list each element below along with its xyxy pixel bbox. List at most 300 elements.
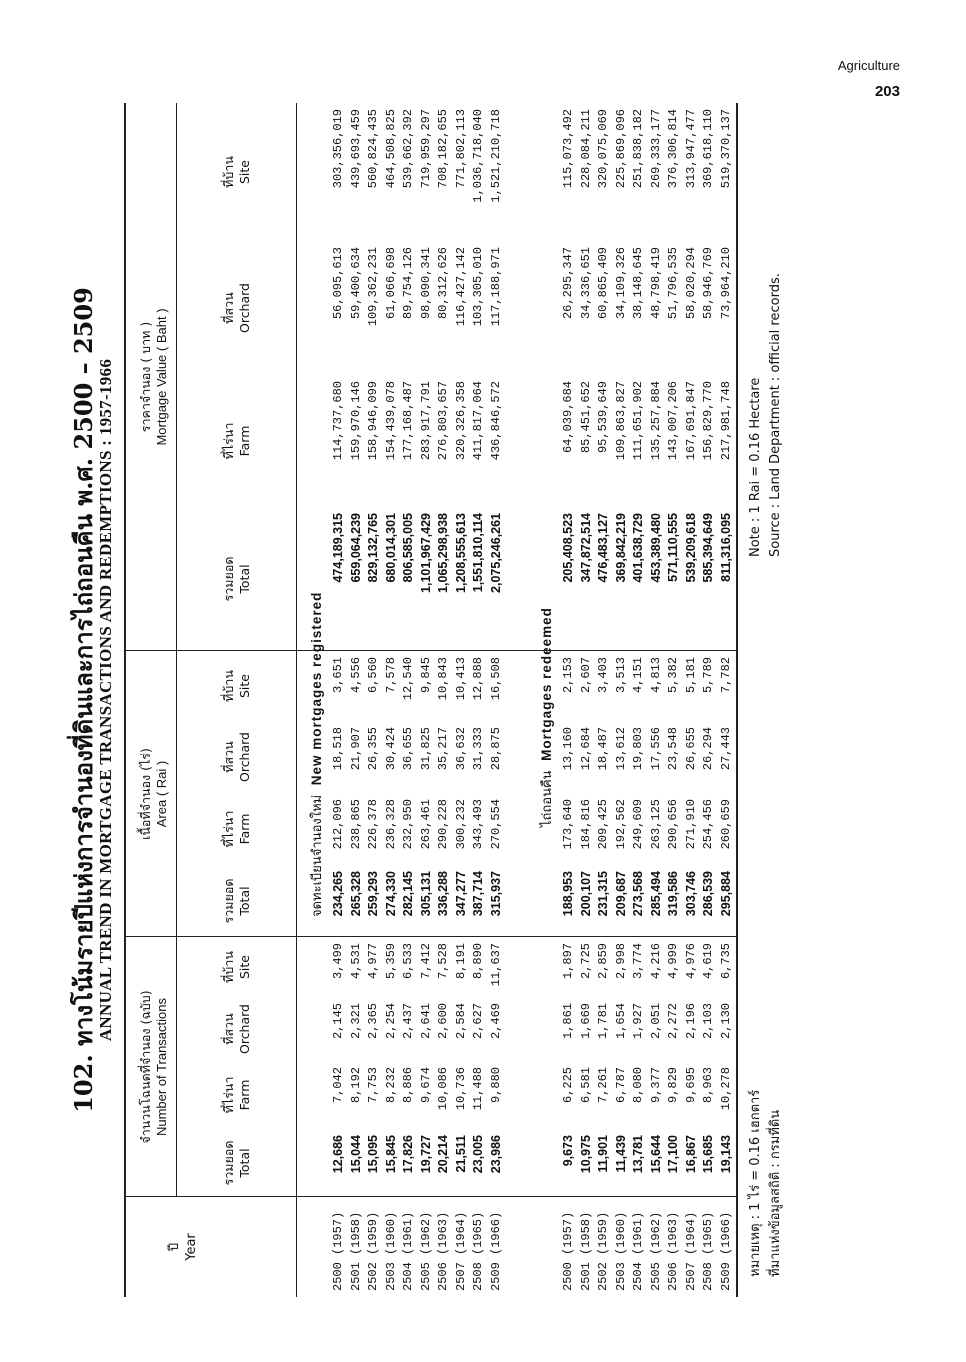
section-label-new-english: New mortgages registered — [309, 591, 324, 786]
table-cell: 48,798,419 — [648, 247, 663, 320]
table-cell: 439,693,459 — [348, 109, 363, 189]
table-cell: 1,669 — [578, 1003, 593, 1040]
table-cell: 1,036,718,040 — [471, 109, 485, 203]
table-cell: 135,257,884 — [648, 381, 663, 461]
table-cell: 2,998 — [613, 943, 628, 980]
table-cell: 173,640 — [561, 799, 575, 850]
table-cell: 16,867 — [683, 1135, 698, 1174]
year-gregorian: (1962) — [648, 1211, 663, 1255]
table-cell: 7,753 — [366, 1067, 380, 1104]
table-cell: 2,153 — [561, 657, 575, 694]
table-cell: 286,539 — [701, 871, 715, 917]
year-buddhist: 2505 — [418, 1262, 433, 1291]
table-cell: 156,829,770 — [701, 381, 715, 461]
table-cell: 251,838,182 — [631, 109, 645, 189]
year-buddhist: 2509 — [718, 1262, 733, 1291]
table-cell: 234,265 — [331, 871, 345, 917]
group-header-value — [126, 103, 296, 651]
table-cell: 12,540 — [401, 657, 415, 701]
table-cell: 232,950 — [401, 799, 415, 850]
table-cell: 13,612 — [613, 727, 628, 771]
table-cell: 10,413 — [453, 657, 468, 701]
table-cell: 8,963 — [701, 1067, 715, 1104]
table-cell: 474,189,315 — [331, 513, 345, 583]
year-gregorian: (1959) — [366, 1211, 380, 1255]
table-cell: 560,824,435 — [366, 109, 380, 189]
table-cell: 9,674 — [418, 1067, 433, 1104]
table-cell: 1,781 — [596, 1003, 610, 1040]
table-cell: 27,443 — [718, 727, 733, 771]
year-gregorian: (1961) — [631, 1211, 645, 1255]
table-cell: 1,208,555,613 — [453, 513, 468, 593]
table-cell: 269,333,177 — [648, 109, 663, 189]
table-cell: 806,585,005 — [401, 513, 415, 583]
subcolumn-header — [221, 865, 253, 937]
section-label-redeemed — [536, 607, 557, 827]
subcolumn-header-thai: ที่บ้าน — [221, 951, 236, 983]
table-cell: 8,080 — [631, 1067, 645, 1104]
table-cell: 7,578 — [383, 657, 398, 694]
table-cell: 401,638,729 — [631, 513, 645, 583]
table-cell: 10,278 — [718, 1067, 733, 1111]
subcolumn-header — [221, 507, 253, 651]
table-cell: 585,394,649 — [701, 513, 715, 583]
table-cell: 2,130 — [718, 1003, 733, 1040]
subcolumn-header — [221, 103, 253, 241]
table-cell: 8,192 — [348, 1067, 363, 1104]
table-cell: 347,872,514 — [578, 513, 593, 583]
table-cell: 387,714 — [471, 871, 485, 917]
table-cell: 31,333 — [471, 727, 485, 771]
subcolumn-header-english: Orchard — [237, 732, 252, 783]
table-cell: 263,125 — [648, 799, 663, 850]
table-cell: 4,216 — [648, 943, 663, 980]
table-cell: 212,096 — [331, 799, 345, 850]
notes-english — [746, 273, 786, 557]
subcolumn-header — [221, 721, 253, 793]
table-cell: 4,999 — [666, 943, 680, 980]
table-cell: 115,073,492 — [561, 109, 575, 189]
table-cell: 1,065,298,938 — [436, 513, 450, 593]
year-gregorian: (1963) — [666, 1211, 680, 1255]
subcolumn-header-english: Total — [237, 1148, 252, 1178]
table-cell: 270,554 — [488, 799, 503, 850]
year-gregorian: (1963) — [436, 1211, 450, 1255]
year-gregorian: (1964) — [453, 1211, 468, 1255]
year-gregorian: (1964) — [683, 1211, 698, 1255]
table-cell: 464,508,825 — [383, 109, 398, 189]
year-gregorian: (1960) — [383, 1211, 398, 1255]
table-cell: 347,277 — [453, 871, 468, 917]
subcolumn-header — [221, 937, 253, 997]
table-cell: 3,513 — [613, 657, 628, 694]
table-cell: 282,145 — [401, 871, 415, 917]
year-buddhist: 2508 — [701, 1262, 715, 1291]
table-cell: 708,182,655 — [436, 109, 450, 189]
table-cell: 259,293 — [366, 871, 380, 917]
table-cell: 719,959,297 — [418, 109, 433, 189]
table-cell: 254,456 — [701, 799, 715, 850]
table-cell: 5,181 — [683, 657, 698, 694]
year-buddhist: 2502 — [596, 1262, 610, 1291]
table-cell: 6,533 — [401, 943, 415, 980]
table-cell: 6,560 — [366, 657, 380, 694]
table-cell: 31,825 — [418, 727, 433, 771]
section-label-redeemed-thai: ไถ่ถอนคืน — [540, 770, 555, 827]
table-cell: 26,655 — [683, 727, 698, 771]
table-cell: 2,469 — [488, 1003, 503, 1040]
year-buddhist: 2505 — [648, 1262, 663, 1291]
table-cell: 6,787 — [613, 1067, 628, 1104]
year-buddhist: 2506 — [666, 1262, 680, 1291]
table-cell: 1,521,210,718 — [488, 109, 503, 203]
table-cell: 36,655 — [401, 727, 415, 771]
table-cell: 290,228 — [436, 799, 450, 850]
title-english: ANNUAL TREND IN MORTGAGE TRANSACTIONS AND REDEMPTIONS : 1957-1966 — [96, 358, 115, 1042]
source-english: Source : Land Department : official records. — [768, 273, 783, 557]
note-english: Note : 1 Rai = 0.16 Hectare — [748, 377, 763, 557]
table-cell: 7,782 — [718, 657, 733, 694]
table-cell: 4,531 — [348, 943, 363, 980]
subcolumn-header — [221, 651, 253, 721]
table-cell: 2,321 — [348, 1003, 363, 1040]
table-cell: 228,084,211 — [578, 109, 593, 189]
year-gregorian: (1958) — [348, 1211, 363, 1255]
table-cell: 11,901 — [596, 1135, 610, 1173]
subcolumn-header-thai: ที่สวน — [221, 741, 236, 773]
table-cell: 771,802,113 — [453, 109, 468, 189]
year-gregorian: (1962) — [418, 1211, 433, 1255]
table-cell: 336,288 — [436, 871, 450, 917]
year-buddhist: 2500 — [561, 1262, 575, 1291]
subcolumn-header — [221, 997, 253, 1061]
table-cell: 2,627 — [471, 1003, 485, 1040]
subcolumn-header-english: Farm — [237, 1079, 252, 1111]
table-cell: 89,754,126 — [401, 247, 415, 320]
table-cell: 476,483,127 — [596, 513, 610, 583]
table-cell: 188,953 — [561, 871, 575, 917]
table-cell: 680,014,301 — [383, 513, 398, 583]
year-header-english: Year — [184, 1233, 199, 1261]
table-cell: 177,168,487 — [401, 381, 415, 461]
section-name: Agriculture — [837, 58, 900, 73]
table-cell: 205,408,523 — [561, 513, 575, 583]
table-row — [486, 103, 508, 1297]
section-label-new-thai: จดทะเบียนจำนองใหม่ — [310, 794, 325, 917]
subcolumn-header-english: Total — [237, 886, 252, 916]
subcolumn-header — [221, 1129, 253, 1197]
table-cell: 9,695 — [683, 1067, 698, 1104]
group-title-thai: ราคาจำนอง ( บาท ) — [138, 321, 153, 433]
table-cell: 4,813 — [648, 657, 663, 694]
year-header-thai: ปี — [167, 1242, 182, 1252]
table-cell: 154,439,078 — [383, 381, 398, 461]
table-cell: 7,412 — [418, 943, 433, 980]
table-cell: 376,306,814 — [666, 109, 680, 189]
table-cell: 17,100 — [666, 1135, 680, 1174]
table-cell: 9,673 — [561, 1135, 575, 1167]
group-title-english: Area ( Rai ) — [154, 760, 169, 828]
table-cell: 313,947,477 — [683, 109, 698, 189]
table-cell: 209,687 — [613, 871, 628, 917]
table-cell: 5,382 — [666, 657, 680, 694]
table-cell: 9,845 — [418, 657, 433, 694]
table-cell: 6,581 — [578, 1067, 593, 1104]
group-title-english: Mortgage Value ( Baht ) — [154, 308, 169, 446]
table-cell: 16,508 — [488, 657, 503, 701]
subcolumn-header-english: Orchard — [237, 1004, 252, 1055]
table-cell: 2,075,246,261 — [488, 513, 503, 593]
subcolumn-header — [221, 1061, 253, 1129]
table-cell: 276,803,657 — [436, 381, 450, 461]
table-cell: 1,861 — [561, 1003, 575, 1040]
year-gregorian: (1965) — [701, 1211, 715, 1255]
subcolumn-header-thai: ที่ไร่นา — [221, 1076, 236, 1114]
subcolumn-header-thai: ที่บ้าน — [221, 156, 236, 188]
year-buddhist: 2504 — [631, 1262, 645, 1291]
table-cell: 290,656 — [666, 799, 680, 850]
table-cell: 56,095,613 — [331, 247, 345, 320]
table-cell: 2,196 — [683, 1003, 698, 1040]
year-buddhist: 2503 — [383, 1262, 398, 1291]
table-cell: 200,107 — [578, 871, 593, 917]
table-cell: 20,214 — [436, 1135, 450, 1174]
table-cell: 4,977 — [366, 943, 380, 980]
year-buddhist: 2501 — [348, 1262, 363, 1291]
table-cell: 539,662,392 — [401, 109, 415, 189]
table-cell: 60,865,409 — [596, 247, 610, 320]
table-cell: 12,684 — [578, 727, 593, 771]
table-cell: 10,843 — [436, 657, 450, 701]
table-cell: 109,863,827 — [613, 381, 628, 461]
table-cell: 13,781 — [631, 1135, 645, 1174]
table-cell: 26,295,347 — [561, 247, 575, 320]
table-cell: 18,518 — [331, 727, 345, 771]
year-buddhist: 2502 — [366, 1262, 380, 1291]
table-cell: 2,607 — [578, 657, 593, 694]
table-cell: 11,439 — [613, 1135, 628, 1173]
table-cell: 26,355 — [366, 727, 380, 771]
table-cell: 143,007,206 — [666, 381, 680, 461]
table-cell: 2,272 — [666, 1003, 680, 1040]
table-cell: 98,090,341 — [418, 247, 433, 320]
subcolumn-header-thai: รวมยอด — [221, 1140, 236, 1186]
table-cell: 8,232 — [383, 1067, 398, 1104]
table-cell: 4,556 — [348, 657, 363, 694]
table-cell: 249,609 — [631, 799, 645, 850]
table-cell: 19,803 — [631, 727, 645, 771]
table-cell: 6,225 — [561, 1067, 575, 1104]
table-cell: 2,145 — [331, 1003, 345, 1040]
table-cell: 28,875 — [488, 727, 503, 771]
table-cell: 192,562 — [613, 799, 628, 850]
table-cell: 274,330 — [383, 871, 398, 917]
year-buddhist: 2501 — [578, 1262, 593, 1291]
section-label-redeemed-english: Mortgages redeemed — [539, 607, 554, 761]
table-cell: 226,378 — [366, 799, 380, 850]
subcolumn-header-thai: ที่บ้าน — [221, 670, 236, 702]
table-cell: 19,143 — [718, 1135, 733, 1174]
table-cell: 15,845 — [383, 1135, 398, 1174]
year-gregorian: (1961) — [401, 1211, 415, 1255]
year-buddhist: 2503 — [613, 1262, 628, 1291]
year-column-header — [166, 1197, 200, 1297]
table-cell: 11,488 — [471, 1067, 485, 1111]
year-buddhist: 2508 — [471, 1262, 485, 1291]
table-cell: 303,356,019 — [331, 109, 345, 189]
year-gregorian: (1959) — [596, 1211, 610, 1255]
table-cell: 4,151 — [631, 657, 645, 694]
subcolumn-header-english: Site — [237, 955, 252, 979]
table-cell: 9,829 — [666, 1067, 680, 1104]
table-cell: 1,551,810,114 — [471, 513, 485, 593]
table-cell: 51,796,535 — [666, 247, 680, 320]
table-cell: 23,986 — [488, 1135, 503, 1174]
table-cell: 15,685 — [701, 1135, 715, 1174]
table-cell: 4,976 — [683, 943, 698, 980]
subcolumn-header-thai: ที่สวน — [221, 292, 236, 324]
table-cell: 271,910 — [683, 799, 698, 850]
table-cell: 260,659 — [718, 799, 733, 850]
table-cell: 19,727 — [418, 1135, 433, 1174]
subcolumn-header-english: Site — [237, 674, 252, 698]
table-cell: 184,816 — [578, 799, 593, 850]
subcolumn-header-english: Farm — [237, 425, 252, 457]
table-cell: 3,651 — [331, 657, 345, 694]
table-cell: 9,880 — [488, 1067, 503, 1104]
table-cell: 539,209,618 — [683, 513, 698, 583]
subcolumn-header-english: Orchard — [237, 283, 252, 334]
title-thai: 102. ทางโน้มรายปีแห่งการจำนองที่ดินและการไถ่ถอนคืน พ.ศ. 2500 – 2509 — [69, 287, 98, 1113]
year-buddhist: 2507 — [683, 1262, 698, 1291]
note-thai: หมายเหตุ : 1 ไร่ = 0.16 เฮกตาร์ — [748, 1089, 763, 1277]
table-cell: 80,312,626 — [436, 247, 450, 320]
table-cell: 15,044 — [348, 1135, 363, 1174]
table-cell: 1,897 — [561, 943, 575, 980]
table-cell: 5,789 — [701, 657, 715, 694]
table-cell: 411,817,064 — [471, 381, 485, 461]
table-cell: 320,075,069 — [596, 109, 610, 189]
table-cell: 95,539,649 — [596, 381, 610, 454]
table-cell: 2,051 — [648, 1003, 663, 1040]
table-cell: 73,964,210 — [718, 247, 733, 320]
table-cell: 117,188,971 — [488, 247, 503, 327]
table-cell: 369,618,110 — [701, 109, 715, 189]
table-cell: 2,103 — [701, 1003, 715, 1040]
table-cell: 6,735 — [718, 943, 733, 980]
table-cell: 811,316,095 — [718, 513, 733, 582]
table-cell: 2,725 — [578, 943, 593, 980]
table-cell: 58,020,294 — [683, 247, 698, 320]
table-cell: 263,461 — [418, 799, 433, 850]
table-cell: 30,424 — [383, 727, 398, 771]
subcolumn-header-english: Site — [237, 160, 252, 184]
group-title-thai: เนื้อที่จำนอง (ไร่) — [138, 748, 153, 840]
table-cell: 12,686 — [331, 1135, 345, 1174]
table-cell: 13,160 — [561, 727, 575, 771]
year-gregorian: (1966) — [718, 1211, 733, 1255]
table-cell: 10,975 — [578, 1135, 593, 1174]
table-cell: 305,131 — [418, 871, 433, 917]
table-cell: 158,946,099 — [366, 381, 380, 461]
table-cell: 231,315 — [596, 871, 610, 917]
year-gregorian: (1966) — [488, 1211, 503, 1255]
table-cell: 34,109,326 — [613, 247, 628, 320]
table-cell: 116,427,142 — [453, 247, 468, 327]
table-cell: 4,619 — [701, 943, 715, 980]
mortgage-table — [124, 103, 738, 1297]
table-cell: 1,927 — [631, 1003, 645, 1040]
year-buddhist: 2506 — [436, 1262, 450, 1291]
table-cell: 3,774 — [631, 943, 645, 980]
table-cell: 38,148,645 — [631, 247, 645, 320]
table-cell: 64,039,684 — [561, 381, 575, 454]
subcolumn-header — [221, 375, 253, 507]
table-cell: 17,826 — [401, 1135, 415, 1174]
table-cell: 1,101,967,429 — [418, 513, 433, 593]
year-gregorian: (1958) — [578, 1211, 593, 1255]
table-cell: 103,305,010 — [471, 247, 485, 327]
table-cell: 303,746 — [683, 871, 698, 917]
table-cell: 217,981,748 — [718, 381, 733, 461]
table-cell: 23,548 — [666, 727, 680, 771]
subcolumn-header — [221, 793, 253, 865]
page-number: 203 — [874, 83, 900, 100]
group-title-english: Number of Transactions — [154, 998, 169, 1137]
table-cell: 114,737,680 — [331, 381, 345, 461]
table-cell: 300,232 — [453, 799, 468, 850]
year-gregorian: (1965) — [471, 1211, 485, 1255]
group-title-thai: จำนวนโฉนดที่จำนอง (ฉบับ) — [138, 990, 153, 1144]
subcolumn-header — [221, 241, 253, 375]
subcolumn-header-english: Farm — [237, 813, 252, 845]
year-buddhist: 2500 — [331, 1262, 345, 1291]
table-cell: 11,637 — [488, 943, 503, 987]
table-cell: 9,377 — [648, 1067, 663, 1104]
table-cell: 8,890 — [471, 943, 485, 980]
table-cell: 18,487 — [596, 727, 610, 771]
table-cell: 15,095 — [366, 1135, 380, 1174]
table-cell: 2,859 — [596, 943, 610, 980]
table-cell: 111,651,902 — [631, 381, 645, 461]
table-cell: 571,110,555 — [666, 513, 680, 582]
table-cell: 295,884 — [718, 871, 733, 917]
page-header — [838, 58, 900, 100]
table-cell: 320,326,358 — [453, 381, 468, 461]
year-buddhist: 2507 — [453, 1262, 468, 1291]
year-gregorian: (1957) — [561, 1211, 575, 1255]
table-cell: 238,865 — [348, 799, 363, 850]
table-cell: 15,644 — [648, 1135, 663, 1174]
group-header-area — [126, 651, 296, 937]
table-cell: 159,970,146 — [348, 381, 363, 461]
subcolumn-header-thai: ที่สวน — [221, 1013, 236, 1045]
table-cell: 2,437 — [401, 1003, 415, 1040]
subcolumn-header-thai: รวมยอด — [221, 556, 236, 602]
table-cell: 659,064,239 — [348, 513, 363, 583]
subcolumn-header-english: Total — [237, 564, 252, 594]
table-cell: 453,389,480 — [648, 513, 663, 583]
table-cell: 23,005 — [471, 1135, 485, 1174]
year-gregorian: (1957) — [331, 1211, 345, 1255]
table-cell: 21,907 — [348, 727, 363, 771]
table-cell: 21,511 — [453, 1135, 468, 1173]
table-cell: 10,086 — [436, 1067, 450, 1111]
table-cell: 59,400,634 — [348, 247, 363, 320]
table-cell: 109,362,231 — [366, 247, 380, 327]
year-gregorian: (1960) — [613, 1211, 628, 1255]
table-cell: 209,425 — [596, 799, 610, 850]
